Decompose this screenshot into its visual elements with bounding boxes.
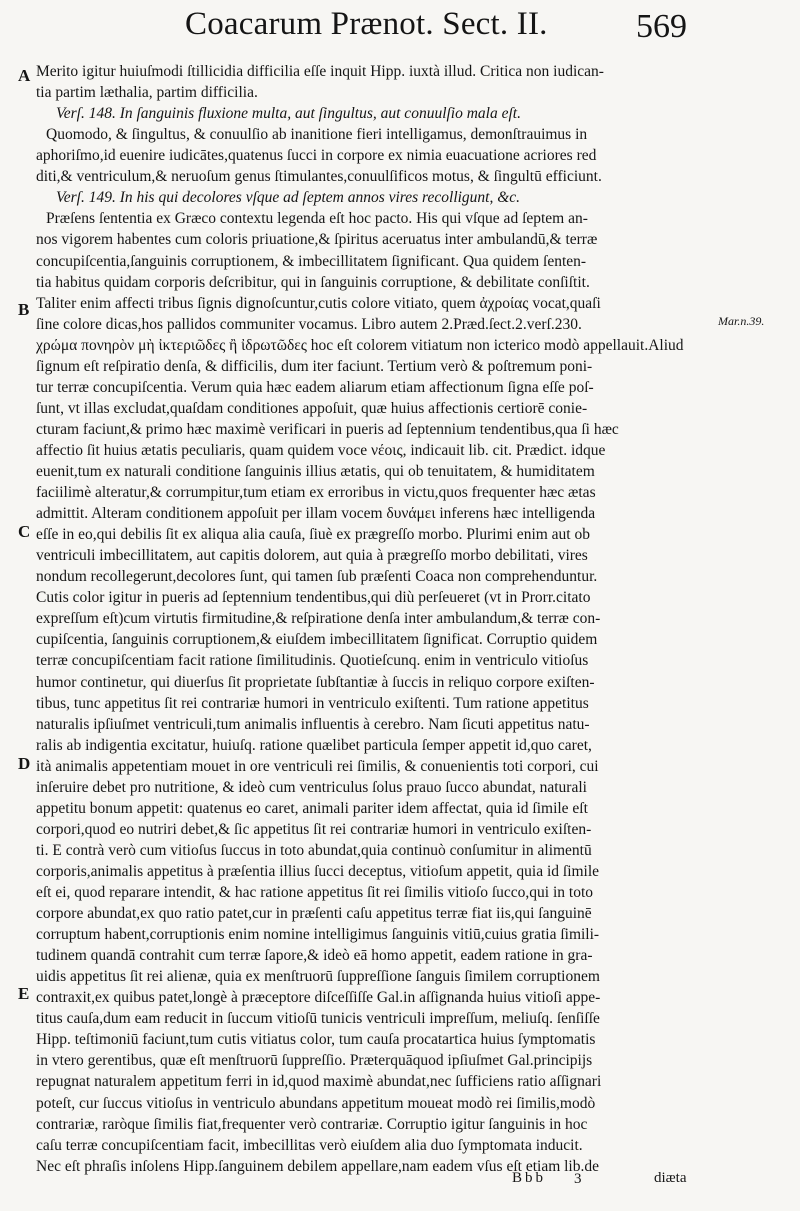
text-line: Nec eſt phraſis inſolens Hipp.ſanguinem debilem appellare,nam eadem vſus eſt etiam lib.de [36,1157,599,1175]
catchword: diæta [654,1170,687,1186]
text-line: ralis ab indigentia excitatur, huiuſq. ratione quælibet particula ſemper appetit id,quo caret, [36,736,592,754]
text-line: tia partim læthalia, partim difficilia. [36,84,258,101]
text-line: titus cauſa,dum eam reducit in ſuccum vitioſū tunicis ventriculi impreſſum, meliuſq. ſenſiſſe [36,1010,600,1028]
signature-number: 3 [574,1171,582,1187]
text-line: Cutis color igitur in pueris ad ſeptennium tendentibus,qui diù perſeueret (vt in Prorr.citato [36,589,591,607]
page-number: 569 [636,8,687,45]
text-line: Taliter enim affecti tribus ſignis dignoſcuntur,cutis colore vitiato, quem ἀχροίας vocat,quaſi [36,294,601,312]
margin-letter-e: E [18,984,30,1003]
text-line: faciilimè alteratur,& corrumpitur,tum etiam ex erroribus in victu,quos frequenter hæc ætas [36,484,596,501]
text-line: corpori,quod eo nutriri debet,& ſic appetitus ſit rei contrariæ humori in ventriculo exiſten- [36,820,592,838]
text-line: expreſſum eſt)cum virtutis firmitudine,& reſpiratione denſa inter ambulandum,& terræ con- [36,610,601,628]
signature-mark: Bbb [512,1170,547,1186]
margin-letter-c: C [18,522,31,541]
margin-letter-a: A [18,66,31,85]
text-line: affectio ſit huius ætatis peculiaris, quam quidem voce νέοις, indicauit lib. cit. Prædict. idque [36,441,606,459]
text-line: admittit. Alteram conditionem appoſuit per illam vocem δυνάμει inferens hæc intelligenda [36,505,596,523]
text-line: nos vigorem habentes cum coloris priuatione,& ſpiritus aceruatus inter ambulandū,& terræ [36,231,598,249]
text-line: tudinem quandā contrahit cum terræ ſapore,& ideò eā homo appetit, eadem ratione in gra- [36,947,593,965]
text-line: corporis,animalis appetitus à præſentia illius ſucci deceptus, vitioſum appetit, quia id ſimile [36,862,600,880]
margin-reference: Mar.n.39. [718,314,765,328]
running-header-title: Coacarum Prænot. Sect. II. [185,6,548,42]
text-line: ſine colore dicas,hos pallidos communiter vocamus. Libro autem 2.Præd.ſect.2.verſ.230. [36,315,582,333]
text-line: Quomodo, & ſingultus, & conuulſio ab inanitione fieri intelligamus, demonſtrauimus in [46,126,588,144]
text-line: Verſ. 149. In his qui decolores vſque ad ſeptem annos vires recolligunt, &c. [56,189,521,207]
text-line: appetitu bonum appetit: quatenus eo caret, animali pariter idem affectat, quia id ſimile eſt [36,799,588,817]
text-line: euenit,tum ex naturali conditione ſanguinis illius ætatis, qui ob tenuitatem, & humiditatem [36,462,595,480]
text-line: terræ concupiſcentiam facit ratione ſimilitudinis. Quotieſcunq. enim in ventriculo vitioſus [36,652,589,670]
margin-letter-b: B [18,300,30,319]
text-line: contraxit,ex quibus patet,longè à præceptore diſceſſiſſe Gal.in aſſignanda huius vitioſi appe- [36,989,601,1007]
text-line: ſunt, vt illas excludat,quaſdam conditiones appoſuit, quæ huius affectionis certiorē conie- [36,399,588,417]
margin-letter-d: D [18,754,31,773]
text-line: nondum recollegerunt,decolores ſunt, qui tamen ſub præſenti Coaca non comprehenduntur. [36,568,598,586]
text-line: diti,& ventriculum,& neruoſum genus ſtimulantes,conuulſificos motus, & ſingultū efficiunt. [36,168,602,186]
text-line: concupiſcentia,ſanguinis corruptionem, & imbecillitatem ſignificant. Qua quidem ſenten- [36,252,587,270]
text-line: tur terræ concupiſcentia. Verum quia hæc eadem aliarum etiam affectionum ſigna eſſe poſ- [36,378,594,396]
text-line: eſt ei, quod reparare intendit, & hac ratione appetitus ſit rei ſimilis vitioſo ſucco,qui in toto [36,884,594,901]
text-line: uidis appetitus ſit rei alienæ, quia ex menſtruorū ſuppreſſione ſanguis ſimilem corruptionem [36,968,600,986]
text-line: tia habitus quidam corporis deſcribitur, qui in ſanguinis corruptione, & debilitate conſiſtit. [36,273,590,291]
text-line: in vtero gerentibus, quæ eſt menſtruorū ſuppreſſio. Præterquāquod ipſiuſmet Gal.principijs [36,1052,593,1070]
text-line: cupiſcentia, ſanguinis corruptionem,& eiuſdem imbecillitatem ſignificat. Corruptio quidem [36,631,598,649]
text-line: poteſt, cur ſuccus vitioſus in ventriculo abundans appetitum moueat modò rei ſimilis,modò [36,1094,596,1112]
text-line: corruptum habent,corruptionis enim nomine intelligimus ſanguinis vitiū,cuius gratia ſimili- [36,926,600,944]
text-line: corpore abundat,ex quo ratio patet,cur in præſenti caſu appetitus terræ fiat iis,qui ſanguinē [36,905,592,922]
text-line: naturalis ipſiuſmet ventriculi,tum animalis influentis à cerebro. Nam ſicuti appetitus natu- [36,715,590,733]
text-line: aphoriſmo,id euenire iudicātes,quatenus ſucci in corpore ex nimia euacuatione acriores red [36,147,597,165]
text-line: repugnat naturalem appetitum ferri in id,quod maximè abundat,nec ſufficiens ratio aſſignari [36,1073,602,1091]
text-line: ventriculi imbecillitatem, aut capitis dolorem, aut quia à prægreſſo morbo debilitati, vires [36,547,588,565]
text-line: Merito igitur huiuſmodi ſtillicidia difficilia eſſe inquit Hipp. iuxtà illud. Critica non iudican- [36,63,604,80]
text-line: Hipp. teſtimoniū faciunt,tum cutis vitiatus color, tum cauſa procatartica huius ſymptomatis [36,1031,596,1049]
text-line: ſignum eſt reſpiratio denſa, & difficilis, dum iter faciunt. Tertium verò & poſtremum poni- [36,357,593,375]
text-line: Verſ. 148. In ſanguinis fluxione multa, aut ſingultus, aut conuulſio mala eſt. [56,105,521,123]
text-line: cturam faciunt,& primo hæc maximè verificari in pueris ad ſeptennium tendentibus,qua ſi hæc [36,420,619,438]
text-line: ità animalis appetentiam mouet in ore ventriculi rei ſimilis, & conuenientis toti corpori, cui [36,757,599,775]
text-line: contrariæ, raròque ſimilis fiat,frequenter verò contrariæ. Corruptio igitur ſanguinis in hoc [36,1115,588,1133]
text-line: tibus, tunc appetitus ſit rei contrariæ humori in ventriculo exiſtenti. Tum ratione appetitus [36,694,589,712]
text-line: χρώμα πονηρὸν μὴ ἰκτεριῶδες ἢ ἰδρωτῶδες hoc eſt colorem vitiatum non icterico modò appellauit.Aliud [36,336,684,354]
text-line: caſu terræ concupiſcentiam facit, imbecillitas verò eiuſdem alia duo ſymptomata inducit. [36,1136,583,1154]
text-line: inſeruire debet pro nutritione, & ideò cum ventriculus ſolus prauo ſucco abundat, naturali [36,778,587,796]
text-line: eſſe in eo,qui debilis ſit ex aliqua alia cauſa, ſiuè ex prægreſſo morbo. Plurimi enim aut ob [36,526,590,544]
text-line: Præſens ſententia ex Græco contextu legenda eſt hoc pacto. His qui vſque ad ſeptem an- [46,210,588,228]
text-line: humor continetur, qui diuerſus ſit proprietate ſubſtantiæ à ſuccis in reliquo corpore exiſten- [36,673,595,691]
text-line: ti. E contrà verò cum vitioſus ſuccus in toto abundat,quia continuò conſumitur in alimentū [36,841,592,859]
